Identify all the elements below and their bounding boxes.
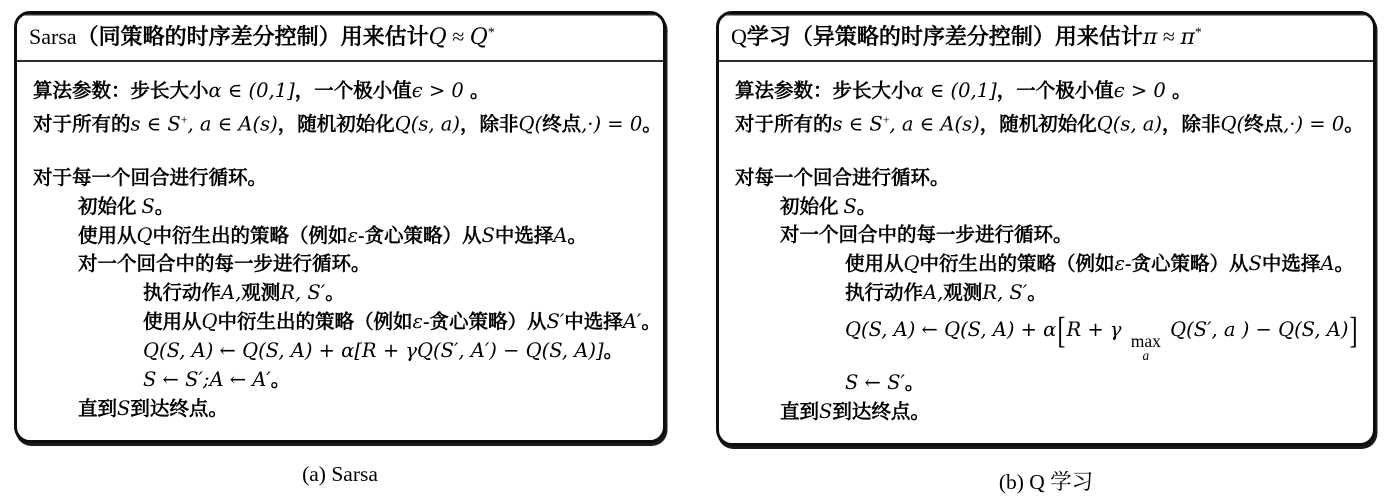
text-segment: 直到 xyxy=(78,399,118,421)
text-segment: 。 xyxy=(325,283,345,305)
text-segment: 。 xyxy=(1172,80,1192,102)
text-segment: 使用从 xyxy=(143,312,202,334)
text-segment: Q(S′, a ) − Q(S, A) xyxy=(1163,318,1349,342)
text-segment: -贪心策略）从 xyxy=(358,226,482,248)
pseudocode-line xyxy=(735,369,1363,398)
text-segment: ≈ xyxy=(1157,24,1181,49)
pseudocode-line xyxy=(735,165,1363,193)
pseudocode-line xyxy=(735,279,1363,308)
pseudocode-line xyxy=(33,337,653,366)
pseudocode-line xyxy=(33,251,653,279)
pseudocode-line xyxy=(33,193,653,222)
text-segment: ε xyxy=(347,224,358,248)
pseudocode-body-sarsa xyxy=(17,62,663,441)
text-segment: A xyxy=(553,224,568,248)
text-segment: π xyxy=(1142,25,1158,50)
text-segment: S ← S′;A ← A′ xyxy=(143,368,271,392)
text-segment: 中选择 xyxy=(1261,254,1321,276)
pseudocode-body-q-learning xyxy=(719,62,1373,443)
text-segment: ，随机初始化 xyxy=(277,114,395,136)
text-segment: 对每一个回合进行循环。 xyxy=(735,168,950,190)
text-segment: 。 xyxy=(1334,254,1354,276)
text-segment: 中衍生出的策略（例如 xyxy=(217,312,413,334)
text-segment: Q xyxy=(428,25,447,50)
text-segment: 。 xyxy=(641,312,661,334)
text-segment: ，除非 xyxy=(1161,114,1221,136)
text-segment: ϵ > 0 xyxy=(411,78,471,102)
text-segment: 中选择 xyxy=(494,226,554,248)
text-segment: 执行动作 xyxy=(143,283,222,305)
text-segment: 观测 xyxy=(241,283,281,305)
text-segment: 中衍生出的策略（例如 xyxy=(919,254,1115,276)
text-segment: A, xyxy=(923,281,944,305)
text-segment: Q( xyxy=(1220,112,1245,136)
algorithm-box-q-learning xyxy=(716,11,1376,446)
text-segment: 。 xyxy=(470,80,490,102)
caption-b: (b) Q 学习 xyxy=(998,469,1094,494)
pseudocode-line xyxy=(735,250,1363,279)
text-segment: Q( xyxy=(518,112,543,136)
text-segment: ，一个极小值 xyxy=(996,80,1114,102)
text-segment: R, S′ xyxy=(280,281,326,305)
text-segment: 初始化 xyxy=(780,197,844,219)
text-segment: -贪心策略）从 xyxy=(423,312,547,334)
text-segment: α ∈ (0,1] xyxy=(910,78,997,102)
text-segment: Q xyxy=(731,24,747,49)
text-segment: S xyxy=(819,399,833,423)
text-segment: Sarsa xyxy=(29,24,77,49)
text-segment: s ∈ S xyxy=(130,112,181,136)
text-segment: A, xyxy=(221,281,242,305)
algorithm-box-sarsa xyxy=(14,11,666,443)
pseudocode-line xyxy=(33,106,662,140)
text-segment: 算法参数：步长大小 xyxy=(735,80,911,102)
text-segment: 。 xyxy=(603,341,624,363)
pseudocode-line xyxy=(33,308,661,337)
text-segment: s ∈ S xyxy=(832,112,883,136)
text-segment: Q xyxy=(903,252,920,276)
text-segment: 对于所有的 xyxy=(735,114,833,136)
pseudocode-line xyxy=(735,398,1363,427)
text-segment: 到达终点。 xyxy=(130,399,228,421)
text-segment: Q(S, A) ← Q(S, A) + α xyxy=(845,318,1057,342)
text-segment: 终点 xyxy=(542,114,582,136)
text-segment: S xyxy=(1248,252,1262,276)
text-segment: S xyxy=(141,195,155,219)
text-segment: 对于每一个回合进行循环。 xyxy=(33,168,268,190)
text-segment: A′ xyxy=(622,310,642,334)
text-segment: Q(S, A) ← Q(S, A) + α[R + γQ(S′, A′) − Q(S, A)] xyxy=(143,339,604,363)
caption-a: (a) Sarsa xyxy=(302,462,378,487)
text-segment: S ← S′ xyxy=(845,370,905,394)
text-segment: ，一个极小值 xyxy=(294,80,412,102)
pseudocode-line xyxy=(33,165,653,193)
text-segment: ，随机初始化 xyxy=(979,114,1097,136)
text-segment: ,·) = 0 xyxy=(581,112,643,136)
text-segment: 。 xyxy=(856,197,877,219)
text-segment: R, S′ xyxy=(982,281,1028,305)
text-segment: , a ∈ A(s) xyxy=(187,112,278,136)
pseudocode-line xyxy=(735,222,1363,250)
panel-sarsa xyxy=(14,11,666,487)
text-segment: π xyxy=(1180,25,1195,50)
pseudocode-line xyxy=(33,395,653,424)
text-segment: 使用从 xyxy=(845,254,904,276)
text-segment: R + γ xyxy=(1066,318,1128,342)
text-segment: 。 xyxy=(904,372,925,394)
text-segment: 终点 xyxy=(1244,114,1284,136)
max-operator: max a xyxy=(1130,330,1161,364)
text-segment: 使用从 xyxy=(78,226,137,248)
text-segment: 对一个回合中的每一步进行循环。 xyxy=(780,225,1073,247)
text-segment: * xyxy=(1194,24,1202,40)
pseudocode-line xyxy=(33,366,653,395)
text-segment: S xyxy=(481,224,495,248)
pseudocode-line xyxy=(33,222,653,251)
text-segment: + xyxy=(180,112,188,127)
text-segment: * xyxy=(487,24,495,40)
pseudocode-line xyxy=(735,106,1363,140)
text-segment: Q(s, a) xyxy=(394,112,460,136)
text-segment: ] xyxy=(1349,310,1358,351)
text-segment: ϵ > 0 xyxy=(1113,78,1173,102)
text-segment: 中选择 xyxy=(564,312,623,334)
text-segment: 。 xyxy=(154,197,175,219)
text-segment: 执行动作 xyxy=(845,283,924,305)
pseudocode-line xyxy=(735,77,1363,106)
pseudocode-line xyxy=(33,77,653,106)
text-segment: + xyxy=(882,112,890,127)
text-segment: 学习（异策略的时序差分控制）用来估计 xyxy=(746,24,1143,49)
box-title-sarsa xyxy=(17,14,663,62)
panel-q-learning xyxy=(716,11,1376,496)
text-segment: S′ xyxy=(546,310,565,334)
pseudocode-line xyxy=(33,279,653,308)
text-segment: 对于所有的 xyxy=(33,114,131,136)
text-segment: Q xyxy=(136,224,153,248)
pseudocode-line xyxy=(735,139,1363,165)
text-segment: ε xyxy=(1114,252,1125,276)
text-segment: 初始化 xyxy=(78,197,142,219)
text-segment: 。 xyxy=(270,370,291,392)
text-segment: ε xyxy=(412,310,423,334)
text-segment: 观测 xyxy=(943,283,983,305)
text-segment: Q xyxy=(469,25,488,50)
text-segment: , a ∈ A(s) xyxy=(889,112,980,136)
text-segment: 。 xyxy=(567,226,587,248)
pseudocode-line xyxy=(735,310,1363,364)
pseudocode-line xyxy=(735,193,1363,222)
text-segment: 中衍生出的策略（例如 xyxy=(152,226,348,248)
text-segment: Q(s, a) xyxy=(1096,112,1162,136)
text-segment: ,·) = 0 xyxy=(1283,112,1345,136)
box-title-q-learning xyxy=(719,14,1373,62)
pseudocode-line xyxy=(33,139,653,165)
text-segment: ，除非 xyxy=(459,114,519,136)
text-segment: α ∈ (0,1] xyxy=(208,78,295,102)
text-segment: （同策略的时序差分控制）用来估计 xyxy=(76,24,429,49)
text-segment: 到达终点。 xyxy=(832,401,930,423)
text-segment: 。 xyxy=(642,114,662,136)
text-segment: [ xyxy=(1057,310,1066,351)
text-segment: 。 xyxy=(1344,114,1364,136)
text-segment: Q xyxy=(201,310,218,334)
text-segment: S xyxy=(843,195,857,219)
text-segment: ≈ xyxy=(446,24,470,49)
text-segment: 。 xyxy=(1027,283,1047,305)
text-segment: 对一个回合中的每一步进行循环。 xyxy=(78,254,371,276)
text-segment: A xyxy=(1320,252,1335,276)
text-segment: 直到 xyxy=(780,401,820,423)
text-segment: -贪心策略）从 xyxy=(1125,254,1249,276)
text-segment: S xyxy=(117,397,131,421)
text-segment: 算法参数：步长大小 xyxy=(33,80,209,102)
